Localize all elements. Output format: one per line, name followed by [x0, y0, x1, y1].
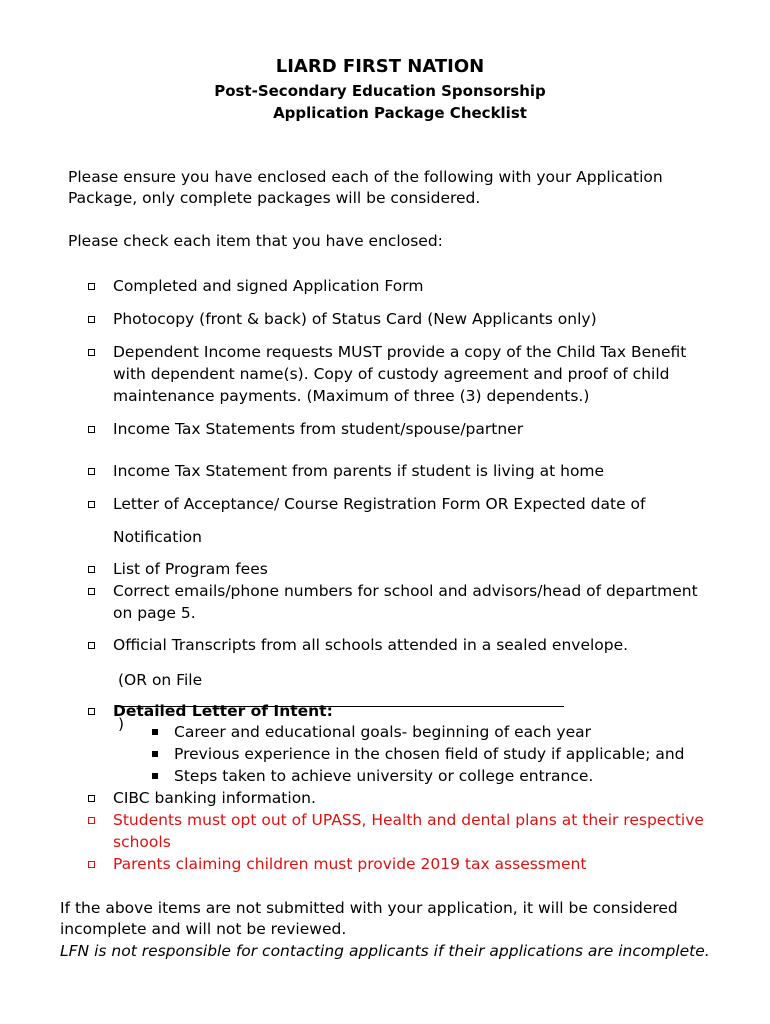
- checkbox-icon[interactable]: [88, 468, 95, 475]
- bullet-square-icon: [152, 729, 158, 735]
- page-subtitle-checklist: Application Package Checklist: [273, 104, 527, 122]
- checkbox-icon[interactable]: [88, 795, 95, 802]
- checklist-item-label: Income Tax Statements from student/spouse/partner: [113, 420, 524, 438]
- checklist-item-label: Income Tax Statement from parents if student is living at home: [113, 462, 605, 480]
- checkbox-icon[interactable]: [88, 501, 95, 508]
- letter-of-intent-point-text: Career and educational goals- beginning of each year: [174, 723, 591, 741]
- checklist-item-label: Completed and signed Application Form: [113, 277, 424, 295]
- letter-of-intent-point-text: Steps taken to achieve university or college entrance.: [174, 767, 594, 785]
- checklist-item-label: Photocopy (front & back) of Status Card (New Applicants only): [113, 310, 597, 328]
- checklist-item-label: Detailed Letter of Intent:: [113, 702, 333, 720]
- checklist-item-label: Parents claiming children must provide 2019 tax assessment: [113, 855, 587, 873]
- letter-of-intent-point-text: Previous experience in the chosen field of study if applicable; and: [174, 745, 685, 763]
- checkbox-icon[interactable]: [88, 316, 95, 323]
- checkbox-icon[interactable]: [88, 588, 95, 595]
- page-title: LIARD FIRST NATION: [275, 56, 485, 77]
- page-subtitle: Post-Secondary Education Sponsorship: [214, 82, 546, 100]
- or-on-file-suffix: ): [118, 715, 125, 733]
- intro-paragraph: Please ensure you have enclosed each of the following with your Application Package, only complete packages will be considered.: [68, 168, 663, 207]
- bullet-square-icon: [152, 751, 158, 757]
- checklist-item-label: Letter of Acceptance/ Course Registration Form OR Expected date of: [113, 495, 646, 513]
- checkbox-icon[interactable]: [88, 861, 95, 868]
- checkbox-icon[interactable]: [88, 817, 95, 824]
- or-on-file-prefix: (OR on File: [118, 671, 203, 689]
- intro-instruction: Please check each item that you have enclosed:: [68, 232, 443, 250]
- checkbox-icon[interactable]: [88, 283, 95, 290]
- checkbox-icon[interactable]: [88, 708, 95, 715]
- bullet-square-icon: [152, 773, 158, 779]
- checklist-item-label: Students must opt out of UPASS, Health and dental plans at their respective schools: [113, 811, 704, 851]
- notification-text: Notification: [113, 528, 202, 546]
- checklist-item-label: List of Program fees: [113, 560, 268, 578]
- checkbox-icon[interactable]: [88, 566, 95, 573]
- footer-notice: If the above items are not submitted with your application, it will be considered incomplete and will not be reviewed.: [60, 899, 678, 938]
- checkbox-icon[interactable]: [88, 426, 95, 433]
- checklist-item-label: Official Transcripts from all schools attended in a sealed envelope.: [113, 636, 629, 654]
- checkbox-icon[interactable]: [88, 349, 95, 356]
- checkbox-icon[interactable]: [88, 642, 95, 649]
- checklist-item-label: CIBC banking information.: [113, 789, 316, 807]
- checklist-item-label: Correct emails/phone numbers for school and advisors/head of department on page 5.: [113, 582, 698, 622]
- checklist-item-label: Dependent Income requests MUST provide a copy of the Child Tax Benefit with dependent name(s). Copy of custody agreement and proof of child maintenance payments. (Maximum of three (3) dependents.): [113, 343, 687, 405]
- footer-disclaimer: LFN is not responsible for contacting applicants if their applications are incomplete.: [60, 942, 710, 960]
